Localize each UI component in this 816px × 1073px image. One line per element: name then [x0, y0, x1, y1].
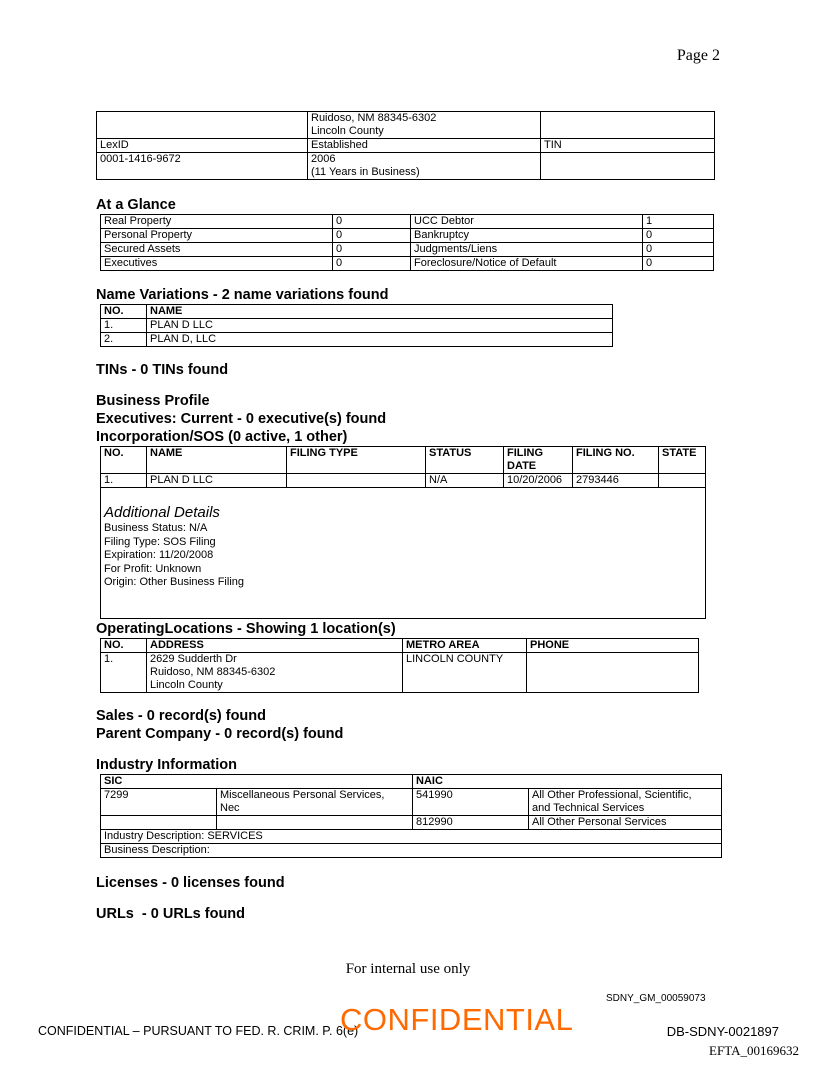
detail-line: Business Status: N/A	[104, 522, 208, 534]
glance-value: 0	[643, 243, 714, 257]
table-row	[101, 257, 714, 271]
row-number: 1.	[101, 319, 147, 333]
tin-value	[541, 153, 715, 180]
years-in-business: (11 Years in Business)	[311, 166, 420, 178]
sic-description	[217, 789, 413, 816]
section-heading: Sales - 0 record(s) found	[96, 708, 267, 724]
table-row	[97, 153, 715, 180]
address-cell	[308, 112, 541, 139]
detail-line: Expiration: 11/20/2008	[104, 549, 214, 561]
table-row	[101, 474, 706, 488]
detail-line: For Profit: Unknown	[104, 562, 202, 575]
additional-details	[101, 488, 706, 619]
table-row	[101, 789, 722, 816]
table-row	[101, 488, 706, 619]
industry-table	[100, 774, 722, 858]
established-label: Established	[308, 139, 541, 153]
glance-value: 0	[643, 257, 714, 271]
blank-cell	[101, 816, 217, 830]
tin-label: TIN	[541, 139, 715, 153]
metro-value: LINCOLN COUNTY	[403, 653, 527, 693]
column-header: NO.	[101, 447, 147, 474]
name-variations-table	[100, 304, 613, 347]
column-header: ADDRESS	[147, 639, 403, 653]
filing-no-value: 2793446	[573, 474, 659, 488]
state-value	[659, 474, 706, 488]
naic-code: 541990	[413, 789, 529, 816]
detail-line: Filing Type: SOS Filing	[104, 535, 216, 548]
lexid-value: 0001-1416-9672	[97, 153, 308, 180]
blank-cell	[541, 112, 715, 139]
sic-code: 7299	[101, 789, 217, 816]
table-row	[101, 816, 722, 830]
column-header: PHONE	[527, 639, 699, 653]
row-number: 2.	[101, 333, 147, 347]
blank-cell	[217, 816, 413, 830]
internal-use-note: For internal use only	[345, 961, 471, 977]
naic-code: 812990	[413, 816, 529, 830]
name-value: PLAN D LLC	[147, 319, 613, 333]
additional-details-title: Additional Details	[104, 504, 220, 521]
description-line: Nec	[220, 802, 240, 814]
address-line: Lincoln County	[150, 679, 223, 691]
column-header: NO.	[101, 639, 147, 653]
county-line: Lincoln County	[311, 125, 384, 137]
table-row	[101, 844, 722, 858]
filing-type-value	[287, 474, 426, 488]
bates-number: SDNY_GM_00059073	[606, 993, 706, 1004]
company-summary-table	[96, 111, 715, 180]
name-value: PLAN D, LLC	[147, 333, 613, 347]
confidential-stamp: CONFIDENTIAL	[340, 1002, 574, 1037]
table-row	[101, 653, 699, 693]
table-row	[101, 447, 706, 474]
glance-table	[100, 214, 714, 271]
glance-label: Secured Assets	[101, 243, 333, 257]
table-row	[101, 243, 714, 257]
column-header: NAME	[147, 305, 613, 319]
page-number: Page 2	[676, 47, 720, 64]
confidential-notice: CONFIDENTIAL – PURSUANT TO FED. R. CRIM. P. 6(e)	[38, 1024, 359, 1038]
glance-value: 0	[333, 229, 411, 243]
section-heading: Parent Company - 0 record(s) found	[96, 726, 344, 742]
naic-description: All Other Personal Services	[529, 816, 722, 830]
header-line: FILING	[507, 447, 544, 459]
glance-label: Foreclosure/Notice of Default	[411, 257, 643, 271]
filing-date-value: 10/20/2006	[504, 474, 573, 488]
description-line: and Technical Services	[532, 802, 645, 814]
glance-label: Judgments/Liens	[411, 243, 643, 257]
name-value: PLAN D LLC	[147, 474, 287, 488]
section-heading: TINs - 0 TINs found	[96, 362, 229, 378]
description-line: All Other Professional, Scientific,	[532, 789, 692, 801]
table-row	[101, 229, 714, 243]
section-heading: Industry Information	[96, 757, 237, 773]
established-value	[308, 153, 541, 180]
column-header: NAIC	[413, 775, 722, 789]
row-number: 1.	[101, 474, 147, 488]
column-header: SIC	[101, 775, 413, 789]
table-row	[101, 775, 722, 789]
glance-label: Bankruptcy	[411, 229, 643, 243]
table-row	[101, 319, 613, 333]
section-heading: URLs - 0 URLs found	[96, 906, 246, 922]
glance-value: 0	[333, 257, 411, 271]
blank-cell	[97, 112, 308, 139]
glance-label: Personal Property	[101, 229, 333, 243]
glance-value: 0	[643, 229, 714, 243]
column-header: STATE	[659, 447, 706, 474]
lexid-label: LexID	[97, 139, 308, 153]
glance-label: Executives	[101, 257, 333, 271]
glance-value: 1	[643, 215, 714, 229]
glance-value: 0	[333, 243, 411, 257]
table-row	[101, 215, 714, 229]
table-row	[97, 112, 715, 139]
efta-id: EFTA_00169632	[709, 1043, 799, 1058]
address-value	[147, 653, 403, 693]
section-heading: Incorporation/SOS (0 active, 1 other)	[96, 429, 348, 445]
table-row	[101, 830, 722, 844]
table-row	[101, 639, 699, 653]
section-heading: Name Variations - 2 name variations found	[96, 287, 389, 303]
section-heading: Business Profile	[96, 393, 210, 409]
business-description: Business Description:	[101, 844, 722, 858]
section-heading: Licenses - 0 licenses found	[96, 875, 285, 891]
section-heading: At a Glance	[96, 197, 176, 213]
section-heading: OperatingLocations - Showing 1 location(s)	[96, 621, 396, 637]
column-header: METRO AREA	[403, 639, 527, 653]
row-number: 1.	[101, 653, 147, 693]
address-line: 2629 Sudderth Dr	[150, 653, 237, 665]
column-header: FILING TYPE	[287, 447, 426, 474]
naic-description	[529, 789, 722, 816]
detail-line: Origin: Other Business Filing	[104, 576, 244, 588]
address-line: Ruidoso, NM 88345-6302	[311, 112, 437, 124]
address-line: Ruidoso, NM 88345-6302	[150, 666, 276, 678]
description-line: Miscellaneous Personal Services,	[220, 789, 385, 801]
column-header: NAME	[147, 447, 287, 474]
industry-description: Industry Description: SERVICES	[101, 830, 722, 844]
incorporation-table	[100, 446, 706, 619]
status-value: N/A	[426, 474, 504, 488]
glance-value: 0	[333, 215, 411, 229]
established-year: 2006	[311, 153, 336, 165]
table-row	[101, 305, 613, 319]
column-header: STATUS	[426, 447, 504, 474]
table-row	[101, 333, 613, 347]
header-line: DATE	[507, 460, 537, 472]
phone-value	[527, 653, 699, 693]
glance-label: Real Property	[101, 215, 333, 229]
column-header: FILING NO.	[573, 447, 659, 474]
document-id: DB-SDNY-0021897	[666, 1024, 779, 1039]
glance-label: UCC Debtor	[411, 215, 643, 229]
section-heading: Executives: Current - 0 executive(s) found	[96, 411, 387, 427]
locations-table	[100, 638, 699, 693]
column-header	[504, 447, 573, 474]
table-row	[97, 139, 715, 153]
column-header: NO.	[101, 305, 147, 319]
